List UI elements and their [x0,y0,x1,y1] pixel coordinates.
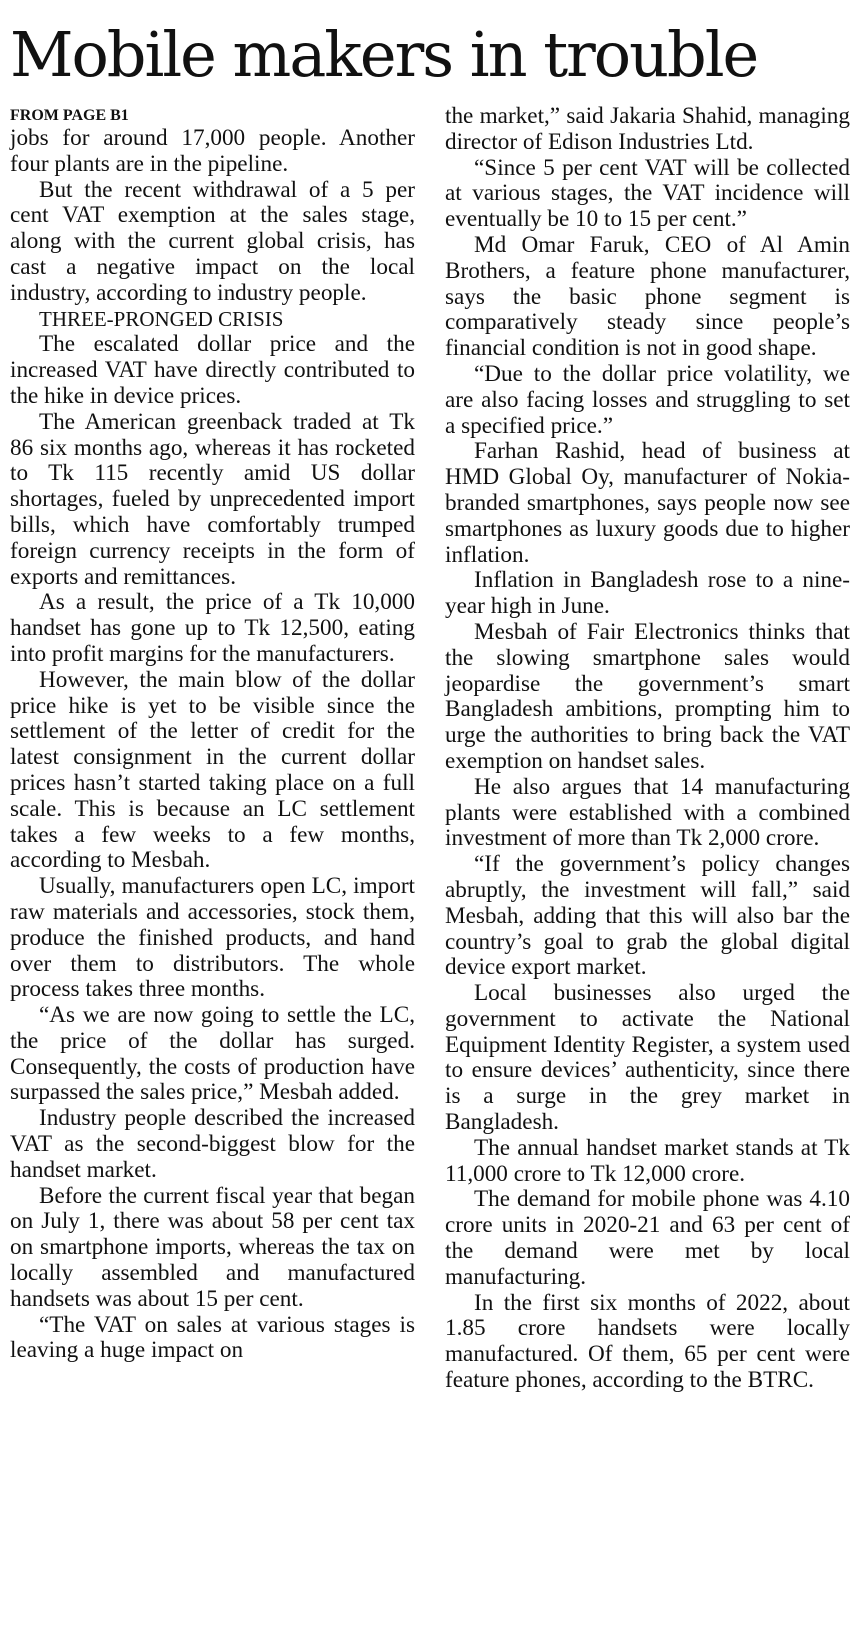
subheading: THREE-PRONGED CRISIS [39,306,284,331]
paragraph: In the first six months of 2022, about 1.85 crore handsets were locally manufactured. Of them, 65 per cent were feature phones, according to the BTRC. [445,1289,850,1394]
paragraph: Before the current fiscal year that began on July 1, there was about 58 per cent tax on smartphone imports, whereas the tax on locally assembled and manufactured handsets was about 15 per cent. [10,1182,415,1312]
paragraph: “If the government’s policy changes abruptly, the investment will fall,” said Mesbah, adding that this will also bar the country’s goal to grab the global digital device export market. [445,851,850,981]
paragraph: As a result, the price of a Tk 10,000 handset has gone up to Tk 12,500, eating into profit margins for the manufacturers. [10,589,415,667]
article-column-left [10,104,415,1364]
paragraph: “As we are now going to settle the LC, the price of the dollar has surged. Consequently, the costs of production have surpassed the sales price,” Mesbah added. [10,1002,415,1106]
headline: Mobile makers in trouble [10,18,758,91]
article-column-right [445,104,850,1394]
paragraph: “Due to the dollar price volatility, we are also facing losses and struggling to set a specified price.” [445,360,850,439]
paragraph: The annual handset market stands at Tk 11,000 crore to Tk 12,000 crore. [445,1134,850,1187]
paragraph: However, the main blow of the dollar price hike is yet to be visible since the settlement of the letter of credit for the latest consignment in the current dollar prices hasn’t started taking place on a full scale. This is because an LC settlement takes a few weeks to a few months, according to Mesbah. [10,666,415,874]
paragraph: Mesbah of Fair Electronics thinks that the slowing smartphone sales would jeopardise the government’s smart Bangladesh ambitions, prompting him to urge the authorities to bring back the VAT exemption on handset sales. [445,618,850,774]
paragraph: The American greenback traded at Tk 86 six months ago, whereas it has rocketed to Tk 115 recently amid US dollar shortages, fueled by unprecedented import bills, which have comfortably trumped foreign currency receipts in the form of exports and remittances. [10,408,415,590]
paragraph: Farhan Rashid, head of business at HMD Global Oy, manufacturer of Nokia-branded smartphones, says people now see smartphones as luxury goods due to higher inflation. [445,438,850,568]
paragraph: Industry people described the increased VAT as the second-biggest blow for the handset market. [10,1105,415,1183]
paragraph: The demand for mobile phone was 4.10 crore units in 2020-21 and 63 per cent of the demand were met by local manufacturing. [445,1186,850,1290]
paragraph: “Since 5 per cent VAT will be collected at various stages, the VAT incidence will eventually be 10 to 15 per cent.” [445,154,850,233]
paragraph: Md Omar Faruk, CEO of Al Amin Brothers, a feature phone manufacturer, says the basic phone segment is comparatively steady since people’s financial condition is not in good shape. [445,231,850,362]
paragraph: Usually, manufacturers open LC, import raw materials and accessories, stock them, produce the finished products, and hand over them to distributors. The whole process takes three months. [10,873,415,1003]
paragraph: Local businesses also urged the government to activate the National Equipment Identity Register, a system used to ensure devices’ authenticity, since there is a surge in the grey market in Bangladesh. [445,980,850,1136]
paragraph: jobs for around 17,000 people. Another four plants are in the pipeline. [10,125,415,177]
paragraph: the market,” said Jakaria Shahid, managing director of Edison Industries Ltd. [445,103,850,155]
paragraph: He also argues that 14 manufacturing plants were established with a combined investment of more than Tk 2,000 crore. [445,773,850,852]
paragraph: But the recent withdrawal of a 5 per cent VAT exemption at the sales stage, along with the current global crisis, has cast a negative impact on the local industry, according to industry people. [10,176,415,306]
jump-line: FROM PAGE B1 [10,107,129,124]
paragraph: The escalated dollar price and the increased VAT have directly contributed to the hike in device prices. [10,331,415,409]
paragraph: Inflation in Bangladesh rose to a nine-year high in June. [445,567,850,620]
paragraph: “The VAT on sales at various stages is leaving a huge impact on [10,1311,415,1364]
